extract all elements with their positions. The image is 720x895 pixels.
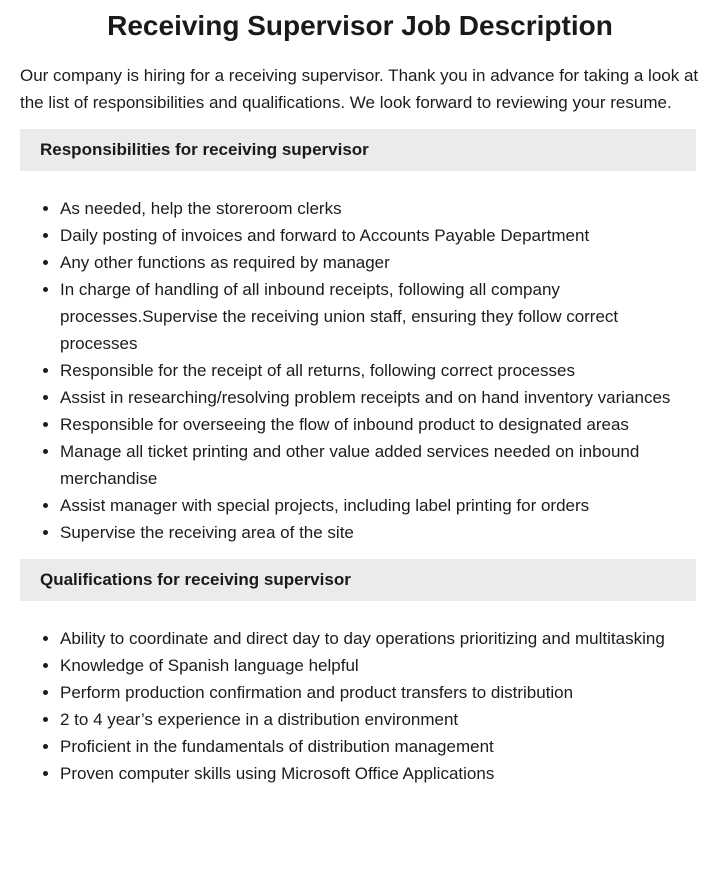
list-item: • Daily posting of invoices and forward to Accounts Payable Department bbox=[60, 222, 700, 249]
list-item: • Any other functions as required by manager bbox=[60, 249, 700, 276]
section-qualifications bbox=[0, 559, 720, 787]
list-item: • As needed, help the storeroom clerks bbox=[60, 195, 700, 222]
qualifications-list bbox=[20, 625, 700, 787]
list-item: • Responsible for overseeing the flow of inbound product to designated areas bbox=[60, 411, 700, 438]
list-item: • Ability to coordinate and direct day to day operations prioritizing and multitasking bbox=[60, 625, 700, 652]
section-responsibilities bbox=[0, 129, 720, 546]
list-item: • Proficient in the fundamentals of distribution management bbox=[60, 733, 700, 760]
qualifications-section-heading: Qualifications for receiving supervisor bbox=[20, 559, 696, 601]
responsibilities-list bbox=[20, 195, 700, 546]
list-item: • In charge of handling of all inbound receipts, following all company processes.Supervise the receiving union staff, ensuring they follow correct processes bbox=[60, 276, 700, 357]
intro-paragraph: Our company is hiring for a receiving supervisor. Thank you in advance for taking a look at the list of responsibilities and qualifications. We look forward to reviewing your resume. bbox=[20, 66, 699, 112]
page-title: Receiving Supervisor Job Description bbox=[107, 10, 613, 41]
list-item: • Proven computer skills using Microsoft Office Applications bbox=[60, 760, 700, 787]
list-item: • Supervise the receiving area of the site bbox=[60, 519, 700, 546]
list-item: • Responsible for the receipt of all returns, following correct processes bbox=[60, 357, 700, 384]
list-item: • Knowledge of Spanish language helpful bbox=[60, 652, 700, 679]
responsibilities-section-heading: Responsibilities for receiving supervisor bbox=[20, 129, 696, 171]
list-item: • Assist in researching/resolving problem receipts and on hand inventory variances bbox=[60, 384, 700, 411]
list-item: • Manage all ticket printing and other value added services needed on inbound merchandise bbox=[60, 438, 700, 492]
list-item: • Assist manager with special projects, including label printing for orders bbox=[60, 492, 700, 519]
list-item: • 2 to 4 year’s experience in a distribution environment bbox=[60, 706, 700, 733]
list-item: • Perform production confirmation and product transfers to distribution bbox=[60, 679, 700, 706]
